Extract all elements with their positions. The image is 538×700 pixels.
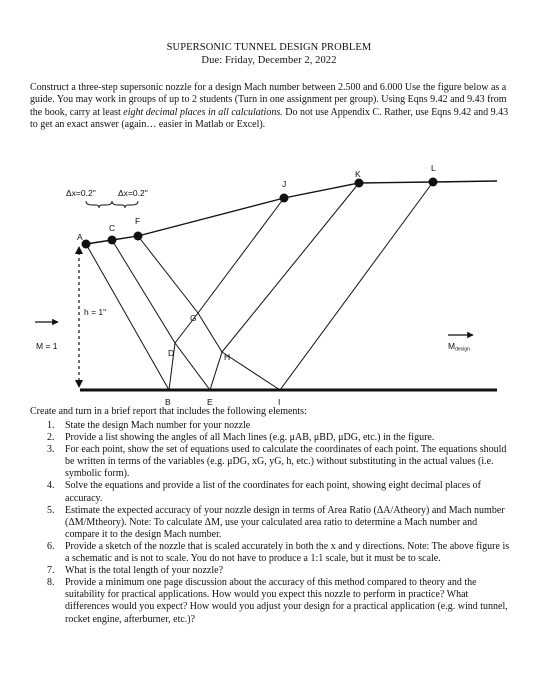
mach-line-g-h bbox=[198, 313, 222, 352]
list-item bbox=[30, 432, 512, 444]
point-j-label: J bbox=[282, 179, 287, 189]
point-b-label: B bbox=[165, 397, 171, 405]
point-i-label: I bbox=[278, 397, 281, 405]
mach-line-c-d bbox=[112, 240, 175, 343]
item-number: 7. bbox=[47, 565, 55, 577]
mdesign-main: M bbox=[448, 341, 456, 351]
item-number: 1. bbox=[47, 420, 55, 431]
mdesign-label bbox=[448, 341, 470, 353]
item-text: Solve the equations and provide a list of the coordinates for each point, showing eight decimal places of accuracy. bbox=[65, 480, 481, 504]
item-number: 8. bbox=[47, 577, 55, 589]
item-number: 4. bbox=[47, 480, 55, 492]
mach-lines bbox=[86, 182, 433, 390]
dx1-label: Δx=0.2" bbox=[66, 188, 96, 198]
point-c-marker bbox=[108, 236, 117, 245]
point-f-label: F bbox=[135, 216, 141, 226]
list-item bbox=[30, 565, 512, 577]
intro-text-b: Do not use Appendix C. Rather, use Eqns 9.42 and 9.43 to get an exact answer (again… easier in Matlab or Excel). bbox=[30, 106, 511, 131]
mdesign-sub: design bbox=[455, 346, 470, 353]
h-label: h = 1" bbox=[84, 307, 107, 317]
due-date: Due: Friday, December 2, 2022 bbox=[201, 55, 337, 66]
point-k-label: K bbox=[355, 169, 361, 179]
point-j-marker bbox=[280, 194, 289, 203]
point-h-label: H bbox=[224, 352, 231, 362]
item-text: For each point, show the set of equations used to calculate the coordinates of each point. The equations should be written in terms of the variables (e.g. μDG, xG, yG, h, etc.) without substituting in the actual values (i.e. symbolic form). bbox=[65, 444, 507, 480]
dx-brace-2 bbox=[112, 201, 138, 208]
point-c-label: C bbox=[109, 223, 116, 233]
item-text: Provide a list showing the angles of all Mach lines (e.g. μAB, μBD, μDG, etc.) in the figure. bbox=[65, 432, 435, 444]
intro-text-a: Construct a three-step supersonic nozzle for a design Mach number between 2.500 and 6.000 Use the figure below as a guide. You may work in groups of up to 2 students (Turn in one assignment per group). Using Eqns 9.42 and 9.43 from the book, carry at least bbox=[30, 82, 510, 118]
item-number: 6. bbox=[47, 540, 55, 552]
item-text: Provide a sketch of the nozzle that is scaled accurately in both the x and y directions. Note: The above figure is a schematic and is not to scale. You do not have to produce a 1:1 scale, but it must be to scale. bbox=[65, 540, 510, 565]
list-item bbox=[30, 505, 512, 541]
item-text: State the design Mach number for your nozzle bbox=[65, 420, 251, 431]
point-e-label: E bbox=[207, 397, 213, 405]
item-number: 5. bbox=[47, 504, 55, 516]
item-text: What is the total length of your nozzle? bbox=[65, 565, 224, 577]
point-a-label: A bbox=[77, 232, 83, 242]
list-item bbox=[30, 444, 512, 480]
nozzle-figure bbox=[0, 160, 538, 405]
dx2-label: Δx=0.2" bbox=[118, 188, 148, 198]
mach-line-e-h bbox=[210, 352, 222, 390]
report-items-list bbox=[30, 420, 512, 626]
item-number: 3. bbox=[47, 444, 55, 456]
mach-line-i-l bbox=[280, 182, 433, 390]
point-d-label: D bbox=[168, 348, 175, 358]
point-l-marker bbox=[429, 178, 438, 187]
point-l-label: L bbox=[431, 163, 436, 173]
mach-line-h-i bbox=[222, 352, 280, 390]
throat-height-arrow-top bbox=[75, 246, 83, 254]
list-item bbox=[30, 420, 512, 432]
intro-paragraph bbox=[30, 82, 512, 132]
intro-emphasis: eight decimal places in all calculations. bbox=[123, 106, 283, 118]
item-text: Provide a minimum one page discussion about the accuracy of this method compared to theory and the suitability for practical applications. How would you expect this nozzle to perform in practice? What differences would you expect? How would you adjust your design for a practical application (e.g. wind tunnel, rocket engine, afterburner, etc.)? bbox=[65, 577, 508, 625]
item-text: Estimate the expected accuracy of your nozzle design in terms of Area Ratio (ΔA/Atheory) and Mach number (ΔM/Mtheory). Note: To calculate ΔM, use your calculated area ratio to determine a Mach number and compare it to the design Mach number. bbox=[65, 504, 505, 540]
mach-line-f-g bbox=[138, 236, 198, 313]
point-f-marker bbox=[134, 232, 143, 241]
m1-label: M = 1 bbox=[36, 341, 58, 351]
throat-height-arrow-bottom bbox=[75, 380, 83, 388]
mach-line-d-e bbox=[175, 343, 210, 390]
point-a-marker bbox=[82, 240, 91, 249]
list-item bbox=[30, 480, 512, 504]
report-intro: Create and turn in a brief report that includes the following elements: bbox=[30, 406, 307, 417]
mach-line-g-j bbox=[198, 198, 284, 313]
item-number: 2. bbox=[47, 432, 55, 444]
point-g-label: G bbox=[190, 313, 197, 323]
list-item bbox=[30, 577, 512, 625]
dx-brace-1 bbox=[86, 201, 112, 208]
point-k-marker bbox=[355, 179, 364, 188]
list-item bbox=[30, 541, 512, 565]
page-title: SUPERSONIC TUNNEL DESIGN PROBLEM bbox=[166, 42, 372, 53]
